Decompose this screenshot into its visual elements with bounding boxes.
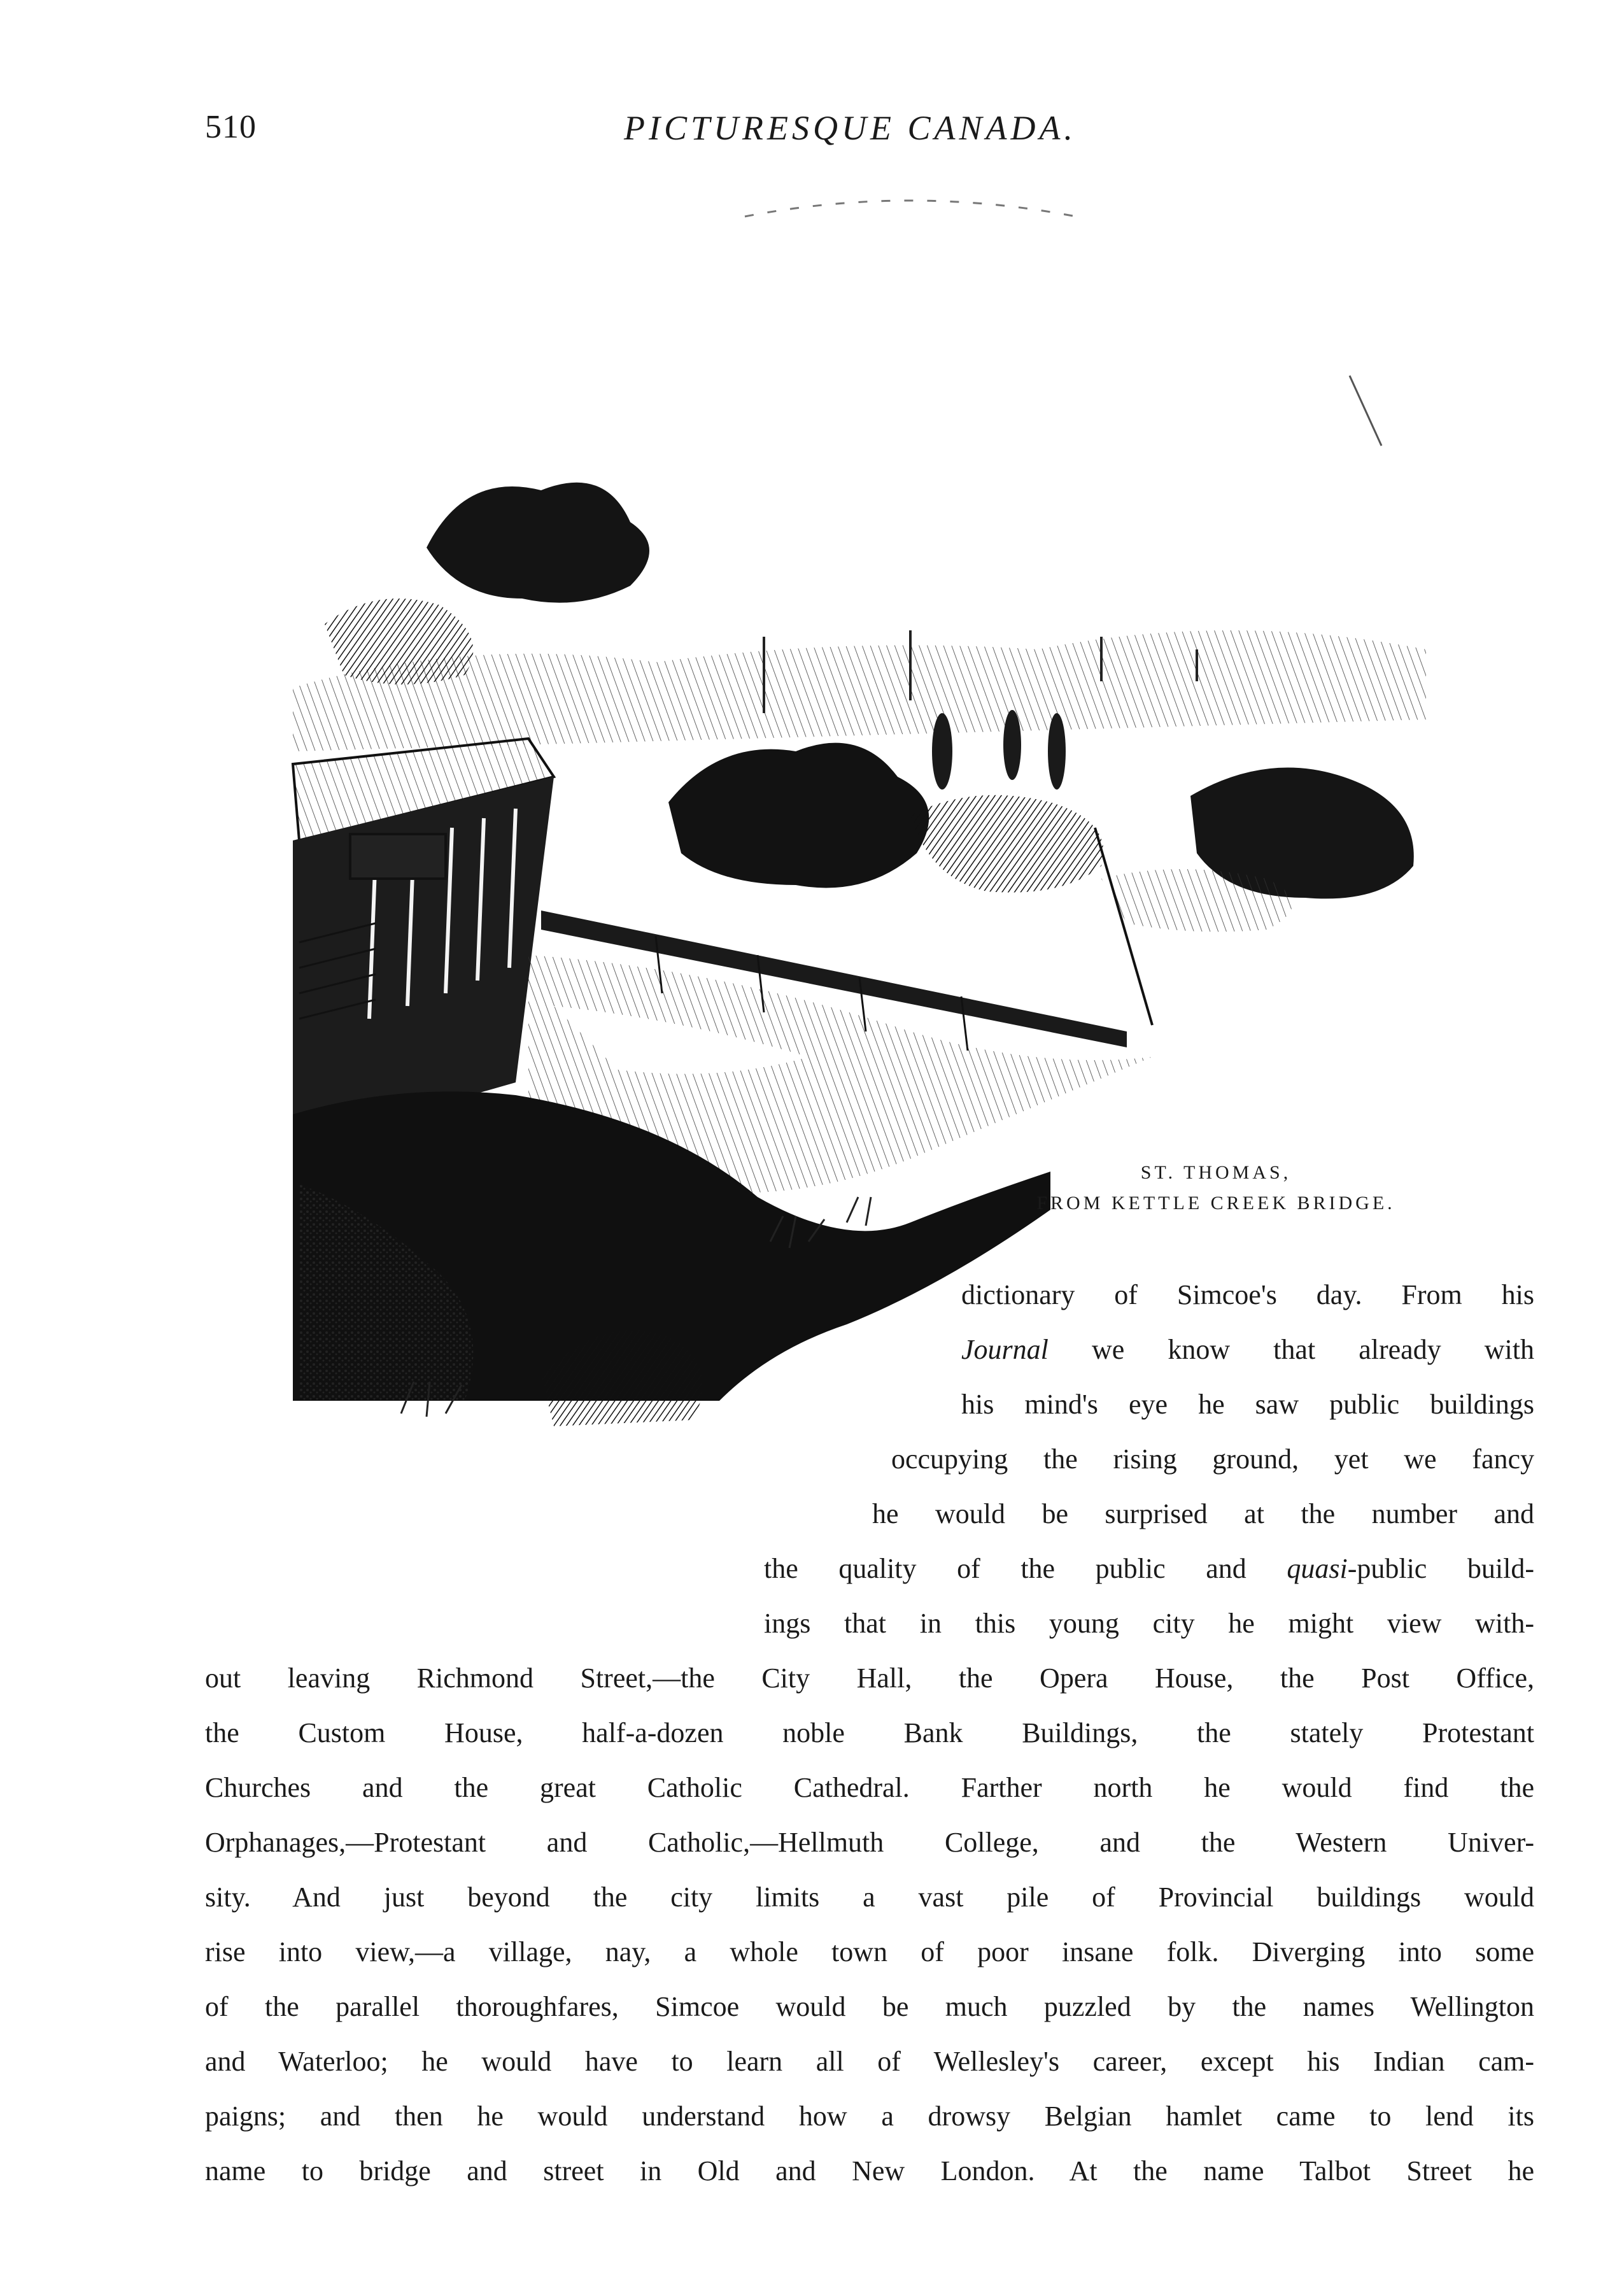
text-line: paigns; and then he would understand how a drowsy Belgian hamlet came to lend its: [205, 2101, 1534, 2132]
text-line: occupying the rising ground, yet we fancy: [891, 1443, 1534, 1475]
page-number: 510: [205, 109, 257, 145]
text-line: the Custom House, half-a-dozen noble Bank Buildings, the stately Protestant: [205, 1717, 1534, 1748]
text-line: rise into view,—a village, nay, a whole town of poor insane folk. Diverging into some: [205, 1936, 1534, 1967]
text-line: Orphanages,—Protestant and Catholic,—Hellmuth College, and the Western Univer-: [205, 1827, 1534, 1858]
running-title: PICTURESQUE CANADA.: [624, 109, 1077, 147]
text-line: name to bridge and street in Old and New London. At the name Talbot Street he: [205, 2155, 1534, 2186]
text-line: ings that in this young city he might view with-: [764, 1608, 1534, 1639]
text-line: the quality of the public and quasi-public build-: [764, 1553, 1534, 1584]
text-line: dictionary of Simcoe's day. From his: [961, 1279, 1534, 1310]
text-line: his mind's eye he saw public buildings: [961, 1389, 1534, 1420]
text-line: of the parallel thoroughfares, Simcoe would be much puzzled by the names Wellington: [205, 1991, 1534, 2022]
text-line: Churches and the great Catholic Cathedral. Farther north he would find the: [205, 1772, 1534, 1803]
caption-line: ST. THOMAS,: [1140, 1162, 1292, 1183]
text-line: sity. And just beyond the city limits a vast pile of Provincial buildings would: [205, 1881, 1534, 1913]
caption-line: FROM KETTLE CREEK BRIDGE.: [1036, 1193, 1395, 1214]
text-line: and Waterloo; he would have to learn all of Wellesley's career, except his Indian cam-: [205, 2046, 1534, 2077]
text-line: out leaving Richmond Street,—the City Hall, the Opera House, the Post Office,: [205, 1662, 1534, 1694]
text-line: he would be surprised at the number and: [872, 1498, 1534, 1529]
italic-term: quasi: [1287, 1553, 1348, 1584]
text-line: Journal we know that already with: [961, 1334, 1534, 1365]
italic-term: Journal: [961, 1334, 1049, 1365]
